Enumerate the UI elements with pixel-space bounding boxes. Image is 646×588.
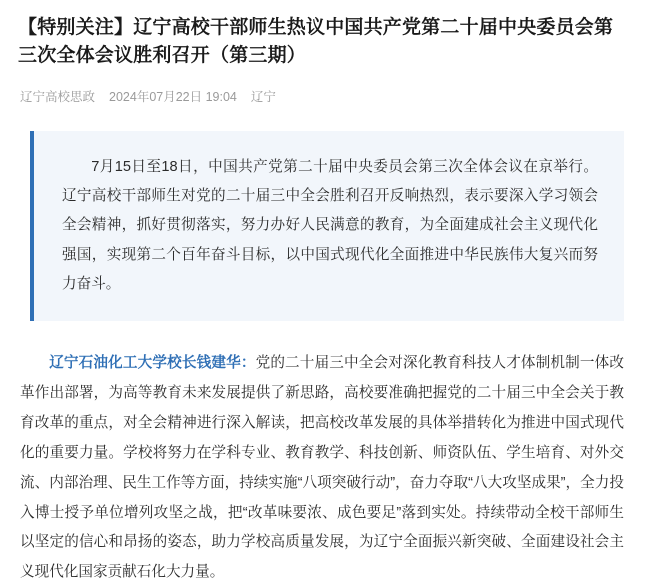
body-paragraph [20,349,624,588]
speaker-name: 辽宁石油化工大学校长钱建华： [49,355,256,372]
page-title: 【特别关注】辽宁高校干部师生热议中国共产党第二十届中央委员会第三次全体会议胜利召开（第三期） [18,17,614,66]
article-meta [20,87,628,105]
article-body [20,349,624,588]
summary-text: 7月15日至18日，中国共产党第二十届中央委员会第三次全体会议在京举行。辽宁高校干部师生对党的二十届三中全会胜利召开反响热烈，表示要深入学习领会全会精神，抓好贯彻落实，努力办好人民满意的教育，为全面建成社会主义现代化强国，实现第二个百年奋斗目标，以中国式现代化全面推进中华民族伟大复兴而努力奋斗。 [62,159,598,292]
summary-callout [30,131,624,321]
meta-source: 辽宁高校思政 [20,90,96,105]
meta-location: 辽宁 [250,90,276,105]
body-text: 党的二十届三中全会对深化教育科技人才体制机制一体改革作出部署，为高等教育未来发展提供了新思路，高校要准确把握党的二十届三中全会关于教育改革的重点，对全会精神进行深入解读，把高校改革发展的具体举措转化为推进中国式现代化的重要力量。学校将努力在学科专业、教育教学、科技创新、师资队伍、学生培育、对外交流、内部治理、民生工作等方面，持续实施“八项突破行动”，奋力夺取“八大攻坚成果”，全力投入博士授予单位增列攻坚之战，把“改革味要浓、成色要足”落到实处。持续带动全校干部师生以坚定的信心和昂扬的姿态，助力学校高质量发展，为辽宁全面振兴新突破、全面建设社会主义现代化国家贡献石化大力量。 [20,355,624,581]
meta-datetime: 2024年07月22日 19:04 [109,90,237,105]
